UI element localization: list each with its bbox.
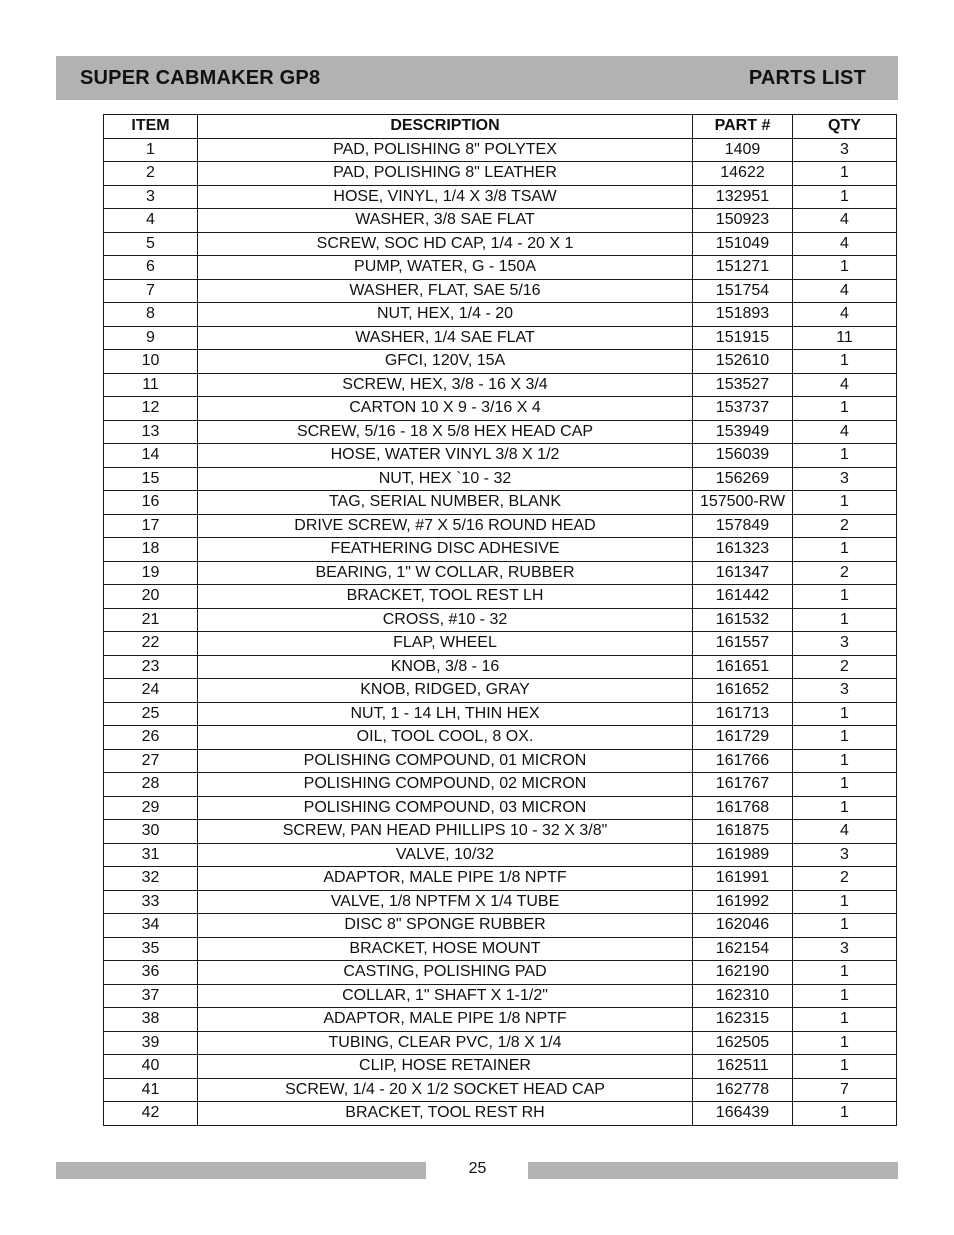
description-cell: PAD, POLISHING 8" POLYTEX	[198, 138, 693, 162]
item-number-cell: 7	[104, 279, 198, 303]
description-cell: BRACKET, HOSE MOUNT	[198, 937, 693, 961]
table-header-row	[104, 115, 897, 139]
item-number-cell: 22	[104, 632, 198, 656]
item-number-cell: 35	[104, 937, 198, 961]
item-number-cell: 5	[104, 232, 198, 256]
part-number-cell: 161652	[693, 679, 793, 703]
table-row	[104, 444, 897, 468]
description-cell: VALVE, 10/32	[198, 843, 693, 867]
table-row	[104, 1055, 897, 1079]
item-number-cell: 2	[104, 162, 198, 186]
qty-cell: 3	[793, 467, 897, 491]
table-row	[104, 303, 897, 327]
table-row	[104, 256, 897, 280]
qty-cell: 3	[793, 632, 897, 656]
column-header-qty: QTY	[793, 115, 897, 139]
table-row	[104, 1078, 897, 1102]
table-row	[104, 1031, 897, 1055]
description-cell: HOSE, WATER VINYL 3/8 X 1/2	[198, 444, 693, 468]
table-row	[104, 608, 897, 632]
table-row	[104, 185, 897, 209]
qty-cell: 1	[793, 796, 897, 820]
table-row	[104, 467, 897, 491]
part-number-cell: 161875	[693, 820, 793, 844]
item-number-cell: 9	[104, 326, 198, 350]
qty-cell: 3	[793, 138, 897, 162]
item-number-cell: 41	[104, 1078, 198, 1102]
table-row	[104, 538, 897, 562]
qty-cell: 4	[793, 420, 897, 444]
part-number-cell: 162315	[693, 1008, 793, 1032]
description-cell: CASTING, POLISHING PAD	[198, 961, 693, 985]
item-number-cell: 20	[104, 585, 198, 609]
qty-cell: 4	[793, 279, 897, 303]
item-number-cell: 25	[104, 702, 198, 726]
description-cell: TUBING, CLEAR PVC, 1/8 X 1/4	[198, 1031, 693, 1055]
table-row	[104, 397, 897, 421]
item-number-cell: 38	[104, 1008, 198, 1032]
description-cell: TAG, SERIAL NUMBER, BLANK	[198, 491, 693, 515]
table-row	[104, 914, 897, 938]
description-cell: PUMP, WATER, G - 150A	[198, 256, 693, 280]
item-number-cell: 26	[104, 726, 198, 750]
table-row	[104, 162, 897, 186]
description-cell: SCREW, SOC HD CAP, 1/4 - 20 X 1	[198, 232, 693, 256]
table-row	[104, 373, 897, 397]
qty-cell: 1	[793, 491, 897, 515]
qty-cell: 1	[793, 961, 897, 985]
table-row	[104, 749, 897, 773]
description-cell: DRIVE SCREW, #7 X 5/16 ROUND HEAD	[198, 514, 693, 538]
column-header-description: DESCRIPTION	[198, 115, 693, 139]
table-row	[104, 209, 897, 233]
qty-cell: 2	[793, 867, 897, 891]
description-cell: DISC 8" SPONGE RUBBER	[198, 914, 693, 938]
qty-cell: 1	[793, 585, 897, 609]
part-number-cell: 152610	[693, 350, 793, 374]
column-header-part-number: PART #	[693, 115, 793, 139]
item-number-cell: 42	[104, 1102, 198, 1126]
table-row	[104, 232, 897, 256]
qty-cell: 2	[793, 655, 897, 679]
description-cell: SCREW, HEX, 3/8 - 16 X 3/4	[198, 373, 693, 397]
qty-cell: 1	[793, 1031, 897, 1055]
item-number-cell: 31	[104, 843, 198, 867]
part-number-cell: 151915	[693, 326, 793, 350]
table-row	[104, 726, 897, 750]
table-row	[104, 1008, 897, 1032]
qty-cell: 1	[793, 984, 897, 1008]
item-number-cell: 18	[104, 538, 198, 562]
parts-table-body	[104, 138, 897, 1125]
qty-cell: 1	[793, 444, 897, 468]
qty-cell: 1	[793, 1055, 897, 1079]
description-cell: SCREW, PAN HEAD PHILLIPS 10 - 32 X 3/8"	[198, 820, 693, 844]
description-cell: BRACKET, TOOL REST RH	[198, 1102, 693, 1126]
table-row	[104, 796, 897, 820]
description-cell: PAD, POLISHING 8" LEATHER	[198, 162, 693, 186]
part-number-cell: 161766	[693, 749, 793, 773]
description-cell: FEATHERING DISC ADHESIVE	[198, 538, 693, 562]
item-number-cell: 29	[104, 796, 198, 820]
qty-cell: 1	[793, 350, 897, 374]
qty-cell: 3	[793, 843, 897, 867]
qty-cell: 4	[793, 373, 897, 397]
description-cell: ADAPTOR, MALE PIPE 1/8 NPTF	[198, 867, 693, 891]
parts-table	[103, 114, 897, 1126]
table-row	[104, 773, 897, 797]
part-number-cell: 161442	[693, 585, 793, 609]
qty-cell: 1	[793, 397, 897, 421]
description-cell: OIL, TOOL COOL, 8 OX.	[198, 726, 693, 750]
description-cell: NUT, HEX `10 - 32	[198, 467, 693, 491]
part-number-cell: 162046	[693, 914, 793, 938]
item-number-cell: 1	[104, 138, 198, 162]
item-number-cell: 14	[104, 444, 198, 468]
footer-bar-right	[528, 1162, 898, 1179]
part-number-cell: 153527	[693, 373, 793, 397]
part-number-cell: 162310	[693, 984, 793, 1008]
item-number-cell: 6	[104, 256, 198, 280]
qty-cell: 1	[793, 162, 897, 186]
description-cell: NUT, 1 - 14 LH, THIN HEX	[198, 702, 693, 726]
qty-cell: 4	[793, 303, 897, 327]
part-number-cell: 157500-RW	[693, 491, 793, 515]
item-number-cell: 27	[104, 749, 198, 773]
part-number-cell: 161729	[693, 726, 793, 750]
item-number-cell: 39	[104, 1031, 198, 1055]
description-cell: KNOB, 3/8 - 16	[198, 655, 693, 679]
qty-cell: 3	[793, 937, 897, 961]
part-number-cell: 157849	[693, 514, 793, 538]
part-number-cell: 162190	[693, 961, 793, 985]
item-number-cell: 21	[104, 608, 198, 632]
part-number-cell: 156039	[693, 444, 793, 468]
qty-cell: 1	[793, 1102, 897, 1126]
table-row	[104, 1102, 897, 1126]
table-row	[104, 561, 897, 585]
part-number-cell: 161651	[693, 655, 793, 679]
qty-cell: 4	[793, 232, 897, 256]
item-number-cell: 37	[104, 984, 198, 1008]
part-number-cell: 153949	[693, 420, 793, 444]
qty-cell: 2	[793, 561, 897, 585]
description-cell: HOSE, VINYL, 1/4 X 3/8 TSAW	[198, 185, 693, 209]
item-number-cell: 17	[104, 514, 198, 538]
table-row	[104, 655, 897, 679]
part-number-cell: 161347	[693, 561, 793, 585]
item-number-cell: 23	[104, 655, 198, 679]
part-number-cell: 153737	[693, 397, 793, 421]
part-number-cell: 156269	[693, 467, 793, 491]
qty-cell: 1	[793, 773, 897, 797]
qty-cell: 2	[793, 514, 897, 538]
table-row	[104, 491, 897, 515]
part-number-cell: 162154	[693, 937, 793, 961]
table-row	[104, 138, 897, 162]
qty-cell: 4	[793, 820, 897, 844]
description-cell: WASHER, 1/4 SAE FLAT	[198, 326, 693, 350]
item-number-cell: 4	[104, 209, 198, 233]
qty-cell: 7	[793, 1078, 897, 1102]
table-row	[104, 632, 897, 656]
qty-cell: 1	[793, 726, 897, 750]
table-row	[104, 937, 897, 961]
item-number-cell: 10	[104, 350, 198, 374]
description-cell: CROSS, #10 - 32	[198, 608, 693, 632]
description-cell: BRACKET, TOOL REST LH	[198, 585, 693, 609]
part-number-cell: 162778	[693, 1078, 793, 1102]
qty-cell: 1	[793, 538, 897, 562]
part-number-cell: 151893	[693, 303, 793, 327]
qty-cell: 1	[793, 914, 897, 938]
item-number-cell: 40	[104, 1055, 198, 1079]
part-number-cell: 132951	[693, 185, 793, 209]
description-cell: COLLAR, 1" SHAFT X 1-1/2"	[198, 984, 693, 1008]
description-cell: WASHER, FLAT, SAE 5/16	[198, 279, 693, 303]
item-number-cell: 11	[104, 373, 198, 397]
description-cell: BEARING, 1" W COLLAR, RUBBER	[198, 561, 693, 585]
part-number-cell: 150923	[693, 209, 793, 233]
description-cell: GFCI, 120V, 15A	[198, 350, 693, 374]
part-number-cell: 161713	[693, 702, 793, 726]
section-title: PARTS LIST	[748, 66, 866, 89]
qty-cell: 1	[793, 256, 897, 280]
part-number-cell: 162505	[693, 1031, 793, 1055]
part-number-cell: 151271	[693, 256, 793, 280]
description-cell: WASHER, 3/8 SAE FLAT	[198, 209, 693, 233]
item-number-cell: 16	[104, 491, 198, 515]
column-header-item: ITEM	[104, 115, 198, 139]
qty-cell: 1	[793, 749, 897, 773]
item-number-cell: 36	[104, 961, 198, 985]
part-number-cell: 151049	[693, 232, 793, 256]
qty-cell: 1	[793, 185, 897, 209]
description-cell: SCREW, 5/16 - 18 X 5/8 HEX HEAD CAP	[198, 420, 693, 444]
part-number-cell: 161767	[693, 773, 793, 797]
table-row	[104, 702, 897, 726]
header-bar	[56, 56, 898, 100]
table-row	[104, 843, 897, 867]
description-cell: SCREW, 1/4 - 20 X 1/2 SOCKET HEAD CAP	[198, 1078, 693, 1102]
table-row	[104, 585, 897, 609]
qty-cell: 4	[793, 209, 897, 233]
part-number-cell: 14622	[693, 162, 793, 186]
qty-cell: 1	[793, 890, 897, 914]
part-number-cell: 151754	[693, 279, 793, 303]
part-number-cell: 161557	[693, 632, 793, 656]
item-number-cell: 28	[104, 773, 198, 797]
part-number-cell: 161532	[693, 608, 793, 632]
part-number-cell: 161323	[693, 538, 793, 562]
description-cell: FLAP, WHEEL	[198, 632, 693, 656]
table-row	[104, 961, 897, 985]
qty-cell: 3	[793, 679, 897, 703]
part-number-cell: 161991	[693, 867, 793, 891]
item-number-cell: 15	[104, 467, 198, 491]
description-cell: ADAPTOR, MALE PIPE 1/8 NPTF	[198, 1008, 693, 1032]
table-row	[104, 984, 897, 1008]
table-row	[104, 867, 897, 891]
part-number-cell: 161989	[693, 843, 793, 867]
qty-cell: 1	[793, 702, 897, 726]
page-number: 25	[468, 1160, 487, 1177]
description-cell: CARTON 10 X 9 - 3/16 X 4	[198, 397, 693, 421]
item-number-cell: 30	[104, 820, 198, 844]
table-row	[104, 514, 897, 538]
qty-cell: 11	[793, 326, 897, 350]
part-number-cell: 166439	[693, 1102, 793, 1126]
description-cell: POLISHING COMPOUND, 01 MICRON	[198, 749, 693, 773]
item-number-cell: 3	[104, 185, 198, 209]
item-number-cell: 13	[104, 420, 198, 444]
part-number-cell: 161768	[693, 796, 793, 820]
table-row	[104, 420, 897, 444]
description-cell: KNOB, RIDGED, GRAY	[198, 679, 693, 703]
description-cell: CLIP, HOSE RETAINER	[198, 1055, 693, 1079]
document-title: SUPER CABMAKER GP8	[80, 66, 321, 89]
item-number-cell: 12	[104, 397, 198, 421]
item-number-cell: 34	[104, 914, 198, 938]
qty-cell: 1	[793, 1008, 897, 1032]
item-number-cell: 32	[104, 867, 198, 891]
description-cell: POLISHING COMPOUND, 03 MICRON	[198, 796, 693, 820]
part-number-cell: 1409	[693, 138, 793, 162]
item-number-cell: 24	[104, 679, 198, 703]
table-row	[104, 279, 897, 303]
description-cell: POLISHING COMPOUND, 02 MICRON	[198, 773, 693, 797]
table-row	[104, 820, 897, 844]
description-cell: NUT, HEX, 1/4 - 20	[198, 303, 693, 327]
footer-bar-left	[56, 1162, 426, 1179]
item-number-cell: 19	[104, 561, 198, 585]
qty-cell: 1	[793, 608, 897, 632]
table-row	[104, 679, 897, 703]
table-row	[104, 350, 897, 374]
part-number-cell: 162511	[693, 1055, 793, 1079]
table-row	[104, 326, 897, 350]
description-cell: VALVE, 1/8 NPTFM X 1/4 TUBE	[198, 890, 693, 914]
item-number-cell: 33	[104, 890, 198, 914]
part-number-cell: 161992	[693, 890, 793, 914]
item-number-cell: 8	[104, 303, 198, 327]
table-row	[104, 890, 897, 914]
